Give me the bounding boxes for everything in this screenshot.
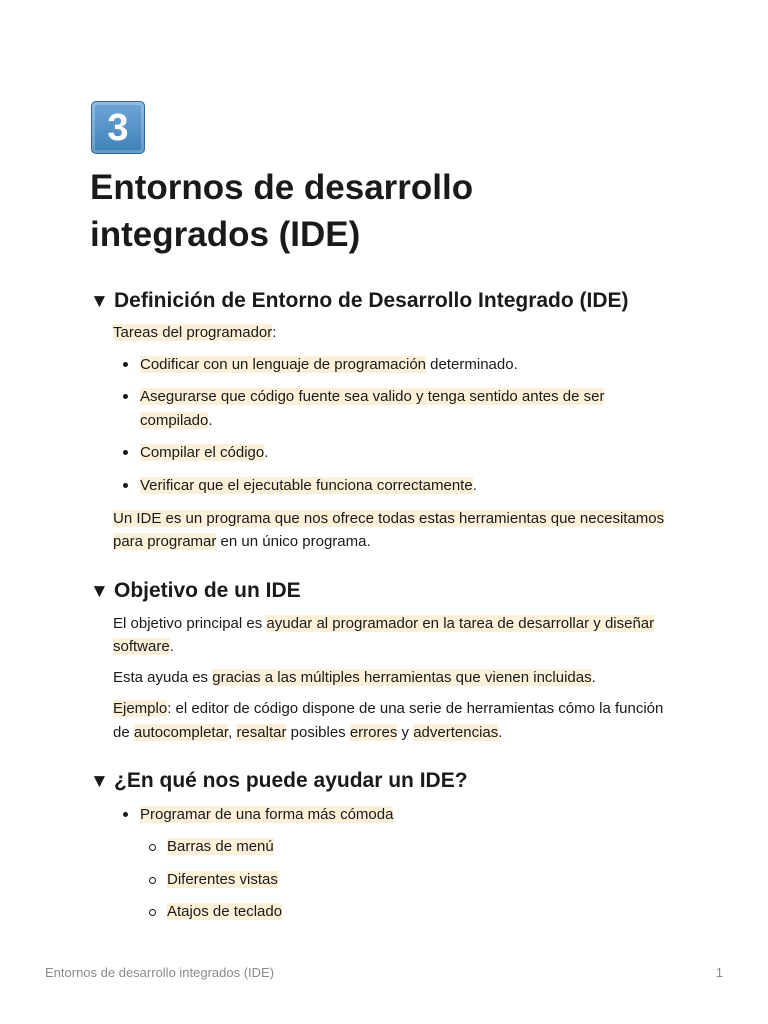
objetivo-p1-line1 xyxy=(113,612,654,635)
highlight: Un IDE es un programa que nos ofrece todas estas herramientas que necesitamos xyxy=(113,510,665,527)
list-item xyxy=(140,803,393,826)
highlight: compilado xyxy=(140,412,209,429)
bullet-circle-icon xyxy=(149,909,156,916)
footer-document-title: Entornos de desarrollo integrados (IDE) xyxy=(45,965,275,980)
text: . xyxy=(264,444,269,461)
page-title-line1: Entornos de desarrollo xyxy=(90,168,474,207)
highlight: resaltar xyxy=(236,724,287,741)
page-title-line2: integrados (IDE) xyxy=(90,215,361,254)
objetivo-p1-line2 xyxy=(113,635,174,658)
page-title xyxy=(90,164,650,258)
objetivo-p3-line1 xyxy=(113,697,663,720)
footer-page-number: 1 xyxy=(715,965,723,980)
list-item xyxy=(167,835,274,858)
highlight: Codificar con un lenguaje de programación xyxy=(140,356,427,373)
toggle-triangle-icon[interactable]: ▼ xyxy=(90,581,109,602)
highlight: errores xyxy=(349,724,398,741)
text: El objetivo principal es xyxy=(113,615,267,632)
text: . xyxy=(498,724,503,741)
text: en un único programa. xyxy=(216,533,371,550)
highlight: software xyxy=(113,638,170,655)
text: . xyxy=(591,669,596,686)
text: : el editor de código dispone de una serie de herramientas cómo la función xyxy=(167,700,664,717)
bullet-circle-icon xyxy=(149,844,156,851)
bullet-icon xyxy=(123,450,128,455)
section-objetivo-heading[interactable] xyxy=(90,577,301,606)
bullet-icon xyxy=(123,362,128,367)
toggle-triangle-icon[interactable]: ▼ xyxy=(90,771,109,792)
text: Esta ayuda es xyxy=(113,669,213,686)
highlight: Tareas del programador xyxy=(113,324,273,341)
text: . xyxy=(169,638,174,655)
highlight: Asegurarse que código fuente sea valido y tenga sentido antes de ser xyxy=(140,388,605,405)
toggle-triangle-icon[interactable]: ▼ xyxy=(90,291,109,312)
highlight: para programar xyxy=(113,533,217,550)
keycap-number-icon: 3 xyxy=(91,101,145,154)
highlight: Verificar que el ejecutable funciona correctamente xyxy=(140,477,473,494)
bullet-icon xyxy=(123,394,128,399)
objetivo-p3-line2 xyxy=(113,721,502,744)
list-item xyxy=(140,353,518,376)
list-item xyxy=(167,900,282,923)
section-definicion-heading[interactable] xyxy=(90,287,629,316)
text: posibles xyxy=(286,724,350,741)
ide-summary-line1 xyxy=(113,507,664,530)
text: , xyxy=(228,724,237,741)
section-heading-text: Objetivo de un IDE xyxy=(114,579,301,602)
highlight: autocompletar xyxy=(133,724,229,741)
highlight: Barras de menú xyxy=(167,838,274,855)
highlight: gracias a las múltiples herramientas que vienen incluidas xyxy=(212,669,592,686)
objetivo-p2 xyxy=(113,666,596,689)
text: y xyxy=(397,724,414,741)
highlight: ayudar al programador en la tarea de desarrollar y diseñar xyxy=(266,615,655,632)
highlight: Programar de una forma más cómoda xyxy=(140,806,394,823)
bullet-icon xyxy=(123,483,128,488)
list-item-continuation xyxy=(140,409,213,432)
text: : xyxy=(272,324,277,341)
section-ayuda-heading[interactable] xyxy=(90,767,468,796)
highlight: Atajos de teclado xyxy=(167,903,283,920)
text: determinado. xyxy=(426,356,518,373)
list-item xyxy=(140,474,477,497)
tareas-intro xyxy=(113,321,276,344)
section-heading-text: ¿En qué nos puede ayudar un IDE? xyxy=(114,769,468,792)
list-item xyxy=(140,441,268,464)
text: . xyxy=(208,412,213,429)
text: de xyxy=(113,724,134,741)
list-item xyxy=(167,868,278,891)
highlight: Diferentes vistas xyxy=(167,871,278,888)
section-heading-text: Definición de Entorno de Desarrollo Integrado (IDE) xyxy=(114,289,629,312)
bullet-icon xyxy=(123,812,128,817)
bullet-circle-icon xyxy=(149,877,156,884)
highlight: Compilar el código xyxy=(140,444,265,461)
text: . xyxy=(472,477,477,494)
highlight: advertencias xyxy=(413,724,499,741)
ide-summary-line2 xyxy=(113,530,371,553)
list-item xyxy=(140,385,604,408)
highlight: Ejemplo xyxy=(113,700,168,717)
